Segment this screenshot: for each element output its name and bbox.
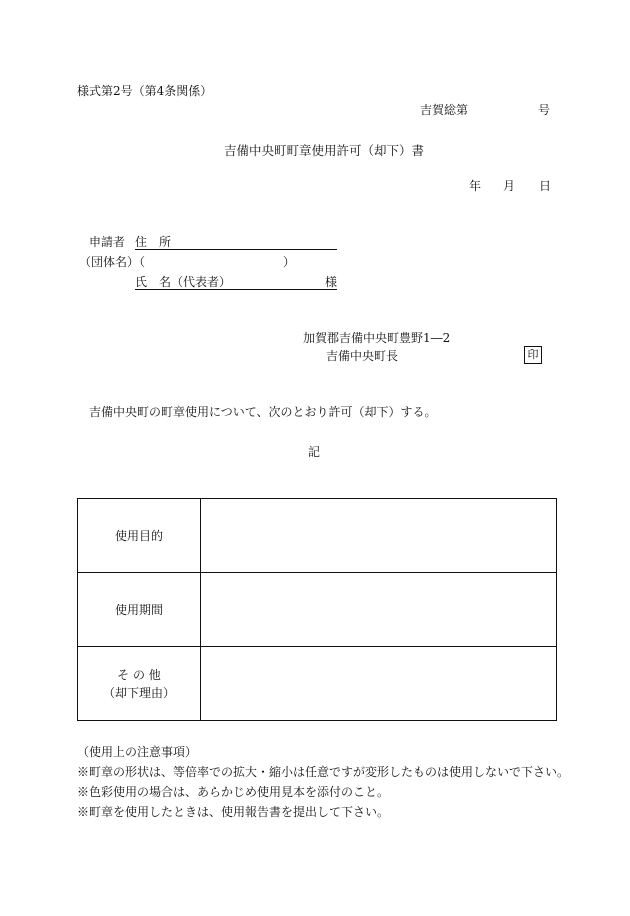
table-row [78,573,557,647]
row-value-other [201,647,557,721]
form-number: 様式第2号（第4条関係） [77,84,213,98]
row-label-other-main: そ の 他 [117,667,161,682]
date-year: 年 [469,179,482,193]
name-field [135,276,337,290]
body-text: 吉備中央町の町章使用について、次のとおり許可（却下）する。 [89,405,437,419]
issuer-title: 吉備中央町長 [326,349,399,363]
date-month: 月 [503,179,516,193]
row-label-other-sub: （却下理由） [102,685,175,700]
document-title: 吉備中央町町章使用許可（却下）書 [224,143,425,158]
address-label: 住 所 [135,235,172,249]
table-row [78,499,557,573]
group-name-label: （団体名）（ [79,255,146,269]
row-label-period: 使用期間 [78,573,201,647]
row-value-period [201,573,557,647]
group-name-close: ） [283,255,296,269]
notes-heading: （使用上の注意事項） [77,745,198,759]
usage-notes [77,742,569,822]
row-value-purpose [201,499,557,573]
applicant-label: 申請者 [89,235,126,249]
row-label-other [78,647,201,721]
note-item: ※町章を使用したときは、使用報告書を提出して下さい。 [77,805,390,819]
details-table [77,498,557,721]
note-item: ※町章の形状は、等倍率での拡大・縮小は任意ですが変形したものは使用しないで下さい。 [77,765,570,779]
doc-number-suffix: 号 [538,103,551,117]
ki-marker: 記 [308,445,321,459]
name-label: 氏 名（代表者） [135,275,232,289]
issuer-address: 加賀郡吉備中央町豊野1―2 [303,331,451,345]
address-field [135,236,337,250]
seal-mark: 印 [524,346,542,364]
row-label-purpose: 使用目的 [78,499,201,573]
table-row [78,647,557,721]
date-day: 日 [539,179,552,193]
honorific: 様 [324,275,337,289]
note-item: ※色彩使用の場合は、あらかじめ使用見本を添付のこと。 [77,785,390,799]
doc-number-prefix: 吉賀総第 [420,103,469,117]
